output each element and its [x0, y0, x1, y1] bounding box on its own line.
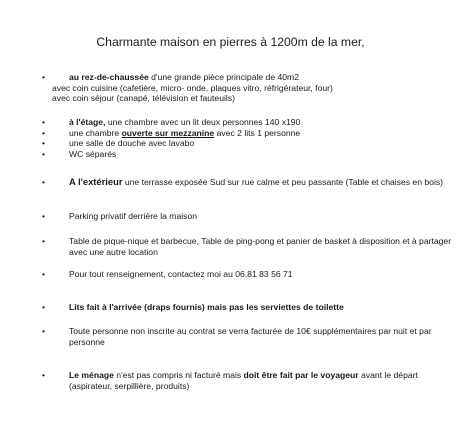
upstairs-item2-post: avec 2 lits 1 personne [214, 127, 301, 138]
upstairs-text: une chambre avec un lit deux personnes 140 x190 [105, 117, 301, 127]
upstairs-lead: à l'étage, [69, 117, 106, 127]
bullet: • [42, 148, 46, 159]
extra-charge-text: Toute personne non inscrite au contrat se verra facturée de 10€ supplémentaires par nuit et par personne [69, 326, 432, 347]
equipment-text: Table de pique-nique et barbecue, Table de ping-pong et panier de basket à disposition et à partager avec une autre location [69, 236, 452, 257]
section-equipment [42, 236, 452, 257]
outdoor-text: une terrasse exposée Sud sur rue calme et peu passante (Table et chaises en bois) [122, 177, 444, 187]
section-cleaning [42, 370, 452, 391]
parking-text: Parking privatif derrière la maison [69, 211, 198, 221]
section-parking [42, 211, 452, 222]
cleaning-end: avant le départ (aspirateur, serpillière, produits) [69, 370, 418, 391]
section-upstairs [42, 117, 452, 159]
upstairs-item4: WC séparés [69, 148, 117, 159]
upstairs-item2-pre: une chambre [69, 127, 122, 138]
bullet: • [42, 269, 46, 279]
ground-floor-text: d'une grande pièce principale de 40m2 [148, 72, 299, 82]
bullet: • [42, 370, 46, 380]
ground-floor-line3: avec coin séjour (canapé, télévision et fauteuils) [52, 93, 235, 104]
mezzanine-label: ouverte sur mezzanine [121, 127, 215, 138]
bullet: • [42, 211, 46, 221]
ground-floor-line1 [52, 72, 452, 83]
bullet: • [42, 302, 46, 312]
list-item [42, 127, 452, 139]
list-item [42, 117, 452, 128]
bullet: • [42, 127, 46, 138]
bullet: • [42, 117, 46, 127]
list-item [42, 148, 452, 160]
beds-text: Lits fait à l'arrivée (draps fournis) mais pas les serviettes de toilette [69, 302, 344, 312]
bullet: • [42, 72, 46, 82]
section-ground-floor [42, 72, 452, 104]
section-contact [42, 269, 452, 280]
section-outdoor [42, 176, 452, 188]
section-beds [42, 302, 452, 313]
outdoor-lead: A l'extérieur [69, 176, 123, 187]
upstairs-item3: une salle de douche avec lavabo [69, 138, 195, 149]
bullet: • [42, 177, 46, 187]
cleaning-mid: n'est pas compris ni facturé mais [113, 370, 244, 380]
bullet: • [42, 326, 46, 336]
ground-floor-lead: au rez-de-chaussée [69, 72, 149, 82]
cleaning-bold: doit être fait par le voyageur [243, 370, 359, 380]
bullet: • [42, 236, 46, 246]
bullet: • [42, 138, 46, 149]
ground-floor-line2: avec coin cuisine (cafetière, micro- onde, plaques vitro, réfrigérateur, four) [52, 82, 333, 93]
cleaning-lead: Le ménage [69, 370, 114, 380]
document-title: Charmante maison en pierres à 1200m de la mer, [96, 35, 365, 49]
contact-text: Pour tout renseignement, contactez moi au 06.81 83 56 71 [69, 269, 293, 279]
section-extra-charge [42, 326, 452, 347]
list-item [42, 138, 452, 149]
